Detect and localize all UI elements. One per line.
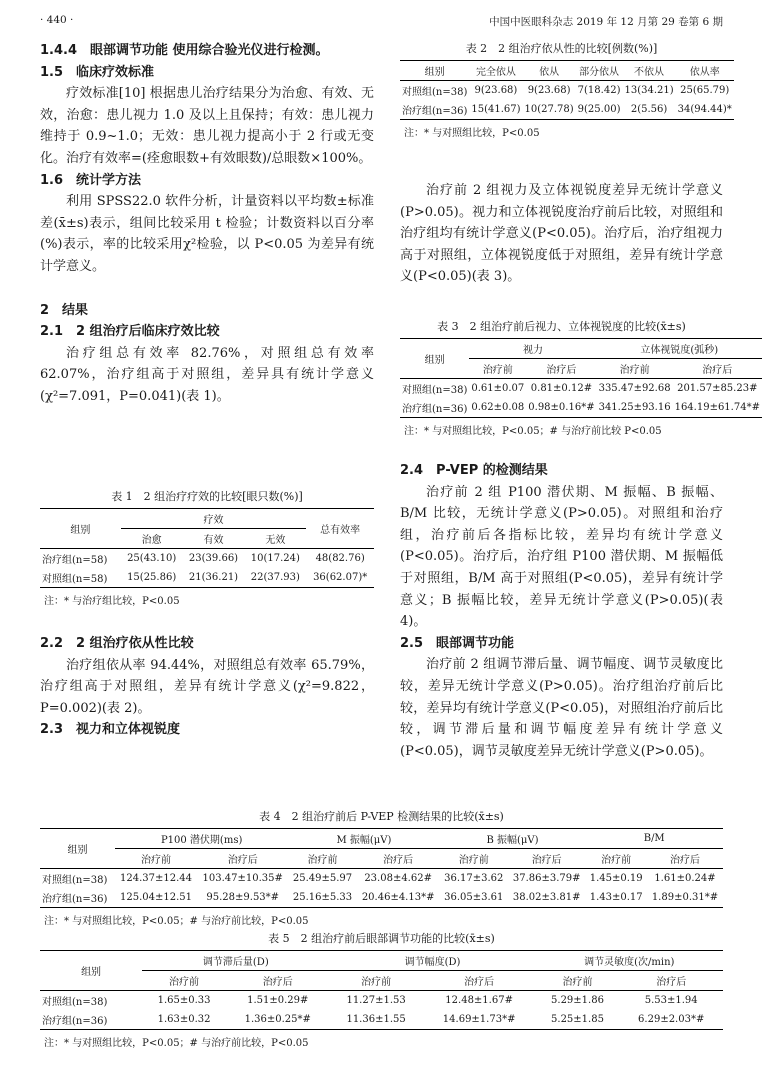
- cell: 9(23.68): [474, 85, 518, 96]
- cell: 1.61±0.24#: [654, 873, 716, 884]
- table-3-note: 注：* 与对照组比较，P<0.05；# 与治疗前比较 P<0.05: [404, 426, 662, 437]
- t2-head: 依从: [523, 61, 576, 81]
- table-row: [40, 1010, 723, 1030]
- table-4: [40, 808, 723, 927]
- table-row: [40, 568, 374, 588]
- cell: 124.37±12.44: [120, 873, 193, 884]
- cell: 2(5.56): [622, 100, 675, 120]
- cell: 25(65.79): [680, 85, 730, 96]
- t5-sub: 治疗后: [464, 977, 495, 988]
- page-number: · 440 ·: [40, 14, 74, 26]
- cell: 0.62±0.08: [469, 398, 526, 418]
- cell: 1.63±0.32: [142, 1010, 226, 1030]
- cell: 25(43.10): [127, 553, 177, 564]
- table-row: [400, 81, 734, 101]
- cell: 对照组(n=38): [402, 87, 468, 98]
- table-row: [400, 100, 734, 120]
- cell: 125.04±12.51: [115, 888, 197, 908]
- t4-sub: 治疗后: [669, 855, 700, 866]
- cell: 5.25±1.85: [536, 1010, 620, 1030]
- t4-head-group: 组别: [40, 829, 115, 869]
- cell: 1.89±0.31*#: [647, 888, 723, 908]
- t5-sub: 治疗前: [361, 977, 392, 988]
- t4-sub: 治疗后: [531, 855, 562, 866]
- heading-2-4: 2.4 P-VEP 的检测结果: [400, 463, 548, 478]
- heading-2-5: 2.5 眼部调节功能: [400, 635, 515, 651]
- cell: 对照组(n=38): [42, 997, 108, 1008]
- cell: 11.27±1.53: [346, 995, 406, 1006]
- cell: 36.05±3.61: [440, 888, 508, 908]
- t3-head-group: 组别: [400, 339, 469, 379]
- cell: 1.65±0.33: [157, 995, 211, 1006]
- cell: 25.16±5.33: [288, 888, 356, 908]
- table-row: [40, 991, 723, 1011]
- t3-head-va: 视力: [469, 339, 596, 359]
- para-2-1: 治疗组总有效率 82.76%，对照组总有效率 62.07%，治疗组高于对照组，差异具有统计学意义(χ²=7.091，P=0.041)(表 1)。: [40, 345, 374, 404]
- cell: 13(34.21): [624, 85, 674, 96]
- table-5-caption: 表 5 2 组治疗前后眼部调节功能的比较(x̄±s): [268, 932, 495, 945]
- cell: 1.43±0.17: [585, 888, 647, 908]
- cell: 对照组(n=38): [402, 385, 468, 396]
- t2-head: 不依从: [622, 61, 675, 81]
- cell: 25.49±5.97: [292, 873, 353, 884]
- t4-head: B 振幅(μV): [440, 829, 586, 849]
- para-2-4: 治疗前 2 组 P100 潜伏期、M 振幅、B 振幅、B/M 比较，无统计学意义(P>0.05)。对照组和治疗组，治疗前后各指标比较，差异均有统计学意义(P<0.05)。治疗后，治疗组 P100 潜伏期、M 振幅低于对照组，B/M 高于对照组(P<0.05)，差异有统计学意义；B 振幅比较，差异无统计学意义(P>0.05)(表 4)。: [400, 484, 723, 630]
- cell: 12.48±1.67#: [445, 995, 513, 1006]
- table-2: [400, 40, 732, 139]
- cell: 治疗组(n=36): [400, 398, 469, 418]
- t4-sub: 治疗后: [227, 855, 258, 866]
- cell: 对照组(n=58): [40, 568, 121, 588]
- table-row: [40, 888, 723, 908]
- cell: 335.47±92.68: [598, 383, 671, 394]
- cell: 0.61±0.07: [471, 383, 525, 394]
- heading-2-3: 2.3 视力和立体视锐度: [40, 722, 181, 738]
- t1-head-effect: 疗效: [121, 509, 307, 529]
- cell: 9(25.00): [576, 100, 623, 120]
- cell: 10(17.24): [250, 553, 300, 564]
- cell: 36(62.07)*: [306, 568, 374, 588]
- heading-2-2: 2.2 2 组治疗依从性比较: [40, 636, 194, 651]
- cell: 治疗组(n=36): [400, 100, 469, 120]
- cell: 103.47±10.35#: [202, 873, 283, 884]
- table-2-note: 注：* 与对照组比较，P<0.05: [404, 128, 540, 139]
- cell: 201.57±85.23#: [677, 383, 758, 394]
- t4-sub: 治疗后: [383, 855, 414, 866]
- table-1-note: 注：* 与治疗组比较，P<0.05: [44, 596, 180, 607]
- t5-sub: 治疗后: [262, 977, 293, 988]
- cell: 37.86±3.79#: [512, 873, 581, 884]
- t1-head-group: 组别: [40, 509, 121, 549]
- running-header: [40, 14, 723, 32]
- t1-sub: 治愈: [141, 535, 162, 546]
- table-5-note: 注：* 与对照组比较，P<0.05；# 与治疗前比较，P<0.05: [44, 1038, 309, 1049]
- table-4-caption: 表 4 2 组治疗前后 P-VEP 检测结果的比较(x̄±s): [259, 810, 504, 823]
- t5-head-group: 组别: [40, 951, 142, 991]
- t4-sub: 治疗前: [458, 855, 489, 866]
- t4-head: P100 潜伏期(ms): [115, 829, 288, 849]
- cell: 36.17±3.62: [444, 873, 504, 884]
- table-row: [400, 398, 762, 418]
- cell: 23.08±4.62#: [364, 873, 432, 884]
- table-1-caption: 表 1 2 组治疗疗效的比较[眼只数(%)]: [111, 490, 303, 503]
- para-2-2: 治疗组依从率 94.44%，对照组总有效率 65.79%，治疗组高于对照组，差异有统计学意义(χ²=9.822，P=0.002)(表 2)。: [40, 657, 374, 716]
- para-2-5: 治疗前 2 组调节滞后量、调节幅度、调节灵敏度比较，差异无统计学意义(P>0.05)。治疗组治疗前后比较，差异均有统计学意义(P<0.05)，对照组治疗前后比较，调节滞后量和调节幅度差异有统计学意义(P<0.05)，调节灵敏度差异无统计学意义(P>0.05)。: [400, 657, 723, 759]
- t2-head: 组别: [400, 61, 469, 81]
- t2-head: 依从率: [676, 61, 734, 81]
- t1-head-total: 总有效率: [306, 509, 374, 549]
- cell: 治疗组(n=58): [42, 555, 108, 566]
- cell: 23(39.66): [188, 553, 239, 564]
- t2-head: 部分依从: [576, 61, 623, 81]
- para-1-6: 利用 SPSS22.0 软件分析，计量资料以平均数±标准差(x̄±s)表示，组间比较采用 t 检验；计数资料以百分率(%)表示，率的比较采用χ²检验，以 P<0.05 为差异有统计学意义。: [40, 194, 374, 274]
- para-2-3: 治疗前 2 组视力及立体视锐度差异无统计学意义(P>0.05)。视力和立体视锐度治疗前后比较，对照组和治疗组均有统计学意义(P<0.05)。治疗后，治疗组视力高于对照组，立体视锐度低于对照组，差异有统计学意义(P<0.05)(表 3)。: [400, 183, 723, 285]
- cell: 0.81±0.12#: [530, 383, 593, 394]
- table-3-caption: 表 3 2 组治疗前后视力、立体视锐度的比较(x̄±s): [437, 320, 686, 333]
- t5-sub: 治疗前: [169, 977, 200, 988]
- cell: 11.36±1.55: [330, 1010, 423, 1030]
- cell: 15(41.67): [469, 100, 522, 120]
- cell: 164.19±61.74*#: [673, 398, 762, 418]
- t3-sub: 治疗前: [482, 365, 513, 376]
- t1-sub: 有效: [203, 535, 224, 546]
- table-row: [400, 379, 762, 399]
- cell: 48(82.76): [315, 553, 365, 564]
- table-row: [40, 549, 374, 569]
- cell: 1.51±0.29#: [247, 995, 309, 1006]
- t3-sub: 治疗前: [619, 365, 650, 376]
- heading-2-1: 2.1 2 组治疗后临床疗效比较: [40, 324, 220, 340]
- left-column: [40, 40, 374, 408]
- cell: 6.29±2.03*#: [619, 1010, 723, 1030]
- cell: 5.53±1.94: [644, 995, 698, 1006]
- cell: 治疗组(n=36): [40, 1010, 142, 1030]
- cell: 22(37.93): [244, 568, 306, 588]
- cell: 21(36.21): [183, 568, 245, 588]
- cell: 9(23.68): [527, 85, 571, 96]
- heading-2: 2 结果: [40, 302, 89, 318]
- cell: 10(27.78): [523, 100, 576, 120]
- t4-sub: 治疗前: [601, 855, 632, 866]
- t4-head: M 振幅(μV): [288, 829, 439, 849]
- cell: 38.02±3.81#: [508, 888, 585, 908]
- t5-sub: 治疗后: [656, 977, 687, 988]
- table-2-caption: 表 2 2 组治疗依从性的比较[例数(%)]: [465, 42, 658, 55]
- table-4-note: 注：* 与对照组比较，P<0.05；# 与治疗前比较，P<0.05: [44, 916, 309, 927]
- cell: 20.46±4.13*#: [357, 888, 440, 908]
- cell: 7(18.42): [577, 85, 621, 96]
- cell: 15(25.86): [121, 568, 183, 588]
- cell: 1.36±0.25*#: [226, 1010, 330, 1030]
- t5-head: 调节灵敏度(次/min): [536, 951, 723, 971]
- heading-1-4-4: 1.4.4 眼部调节功能 使用综合验光仪进行检测。: [40, 43, 329, 58]
- cell: 治疗组(n=36): [40, 888, 115, 908]
- t4-head: B/M: [585, 829, 723, 849]
- para-1-5: 疗效标准[10] 根据患儿治疗结果分为治愈、有效、无效，治愈：患儿视力 1.0 及以上且保持；有效：患儿视力维持于 0.9~1.0；无效：患儿视力提高小于 2 行或无变化。治疗有效率=(痊愈眼数+有效眼数)/总眼数×100%。: [40, 86, 374, 166]
- table-3: [400, 318, 760, 437]
- t5-sub: 治疗前: [562, 977, 593, 988]
- t1-sub: 无效: [265, 535, 286, 546]
- t5-head: 调节幅度(D): [330, 951, 536, 971]
- cell: 341.25±93.16: [597, 398, 673, 418]
- heading-1-5: 1.5 临床疗效标准: [40, 64, 155, 80]
- table-5: [40, 930, 723, 1049]
- table-row: [40, 869, 723, 889]
- cell: 14.69±1.73*#: [423, 1010, 536, 1030]
- right-column-bottom: [400, 460, 723, 762]
- t3-head-st: 立体视锐度(弧秒): [597, 339, 762, 359]
- cell: 对照组(n=38): [42, 875, 108, 886]
- cell: 0.98±0.16*#: [526, 398, 596, 418]
- journal-info: 中国中医眼科杂志 2019 年 12 月第 29 卷第 6 期: [489, 16, 723, 28]
- t2-head: 完全依从: [469, 61, 522, 81]
- table-1: [40, 488, 374, 607]
- right-column-top: [400, 180, 723, 288]
- cell: 5.29±1.86: [551, 995, 604, 1006]
- t3-sub: 治疗后: [702, 365, 733, 376]
- cell: 95.28±9.53*#: [197, 888, 288, 908]
- t3-sub: 治疗后: [546, 365, 577, 376]
- left-column-bottom: [40, 633, 374, 741]
- t5-head: 调节滞后量(D): [142, 951, 329, 971]
- heading-1-6: 1.6 统计学方法: [40, 172, 142, 188]
- t4-sub: 治疗前: [307, 855, 338, 866]
- cell: 1.45±0.19: [589, 873, 643, 884]
- t4-sub: 治疗前: [141, 855, 172, 866]
- cell: 34(94.44)*: [676, 100, 734, 120]
